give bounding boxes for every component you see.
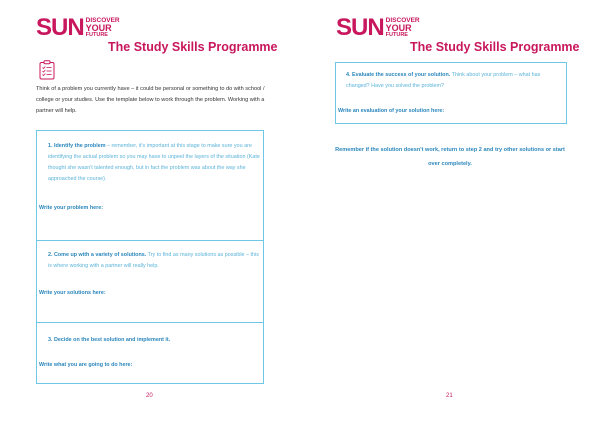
logo-tagline-your-right: YOUR [385, 23, 412, 33]
remember-note: Remember if the solution doesn't work, return to step 2 and try other solutions or start over completely. [335, 147, 565, 167]
write-evaluation-label: Write an evaluation of your solution here: [338, 108, 445, 114]
sun-logo [36, 16, 120, 40]
step-3-text [48, 335, 260, 346]
step-2-text [48, 250, 260, 272]
divider-2 [36, 322, 264, 323]
step-1-text [48, 141, 260, 185]
logo-sun-text-right: SUN [336, 14, 384, 41]
sun-logo-right [336, 16, 420, 40]
logo-sun-text: SUN [36, 14, 84, 41]
logo-tagline-discover: DISCOVER [85, 16, 120, 24]
logo-tagline-your: YOUR [85, 23, 112, 33]
divider-1 [36, 240, 264, 241]
page-title-left: The Study Skills Programme [108, 40, 278, 54]
step-3-heading: 3. Decide on the best solution and implement it. [48, 337, 171, 343]
step-2-body: Try to find as many solutions as possible – this is where working with a partner will really help. [48, 252, 259, 269]
write-problem-label: Write your problem here: [39, 205, 104, 211]
step-1-heading: 1. Identify the problem [48, 143, 106, 149]
step-4-text [346, 70, 562, 92]
write-plan-label: Write what you are going to do here: [39, 362, 133, 368]
logo-tagline-future-right: FUTURE [385, 32, 408, 38]
page-title-right: The Study Skills Programme [410, 40, 580, 54]
clipboard-checklist-icon [38, 60, 56, 80]
logo-tagline-future: FUTURE [85, 32, 108, 38]
page-number-left: 20 [146, 393, 153, 399]
step-2-heading: 2. Come up with a variety of solutions. [48, 252, 147, 258]
step-4-body: Think about your problem – what has changed? Have you solved the problem? [346, 72, 541, 89]
logo-tagline [86, 18, 120, 39]
step-4-heading: 4. Evaluate the success of your solution. [346, 72, 451, 78]
page-number-right: 21 [446, 393, 453, 399]
logo-tagline-right [386, 18, 420, 39]
write-solutions-label: Write your solutions here: [39, 290, 106, 296]
intro-paragraph: Think of a problem you currently have – it could be personal or something to do with school / college or your studies. Use the template below to work through the problem. Working with a partner will help. [36, 86, 265, 114]
step-1-body: – remember, it's important at this stage to make sure you are identifying the actual problem so you may have to unpeel the layers of the situation (Kate thought she wasn't talented enough, but in fact the problem was about the way she approached the course). [48, 143, 260, 182]
logo-tagline-discover-right: DISCOVER [385, 16, 420, 24]
